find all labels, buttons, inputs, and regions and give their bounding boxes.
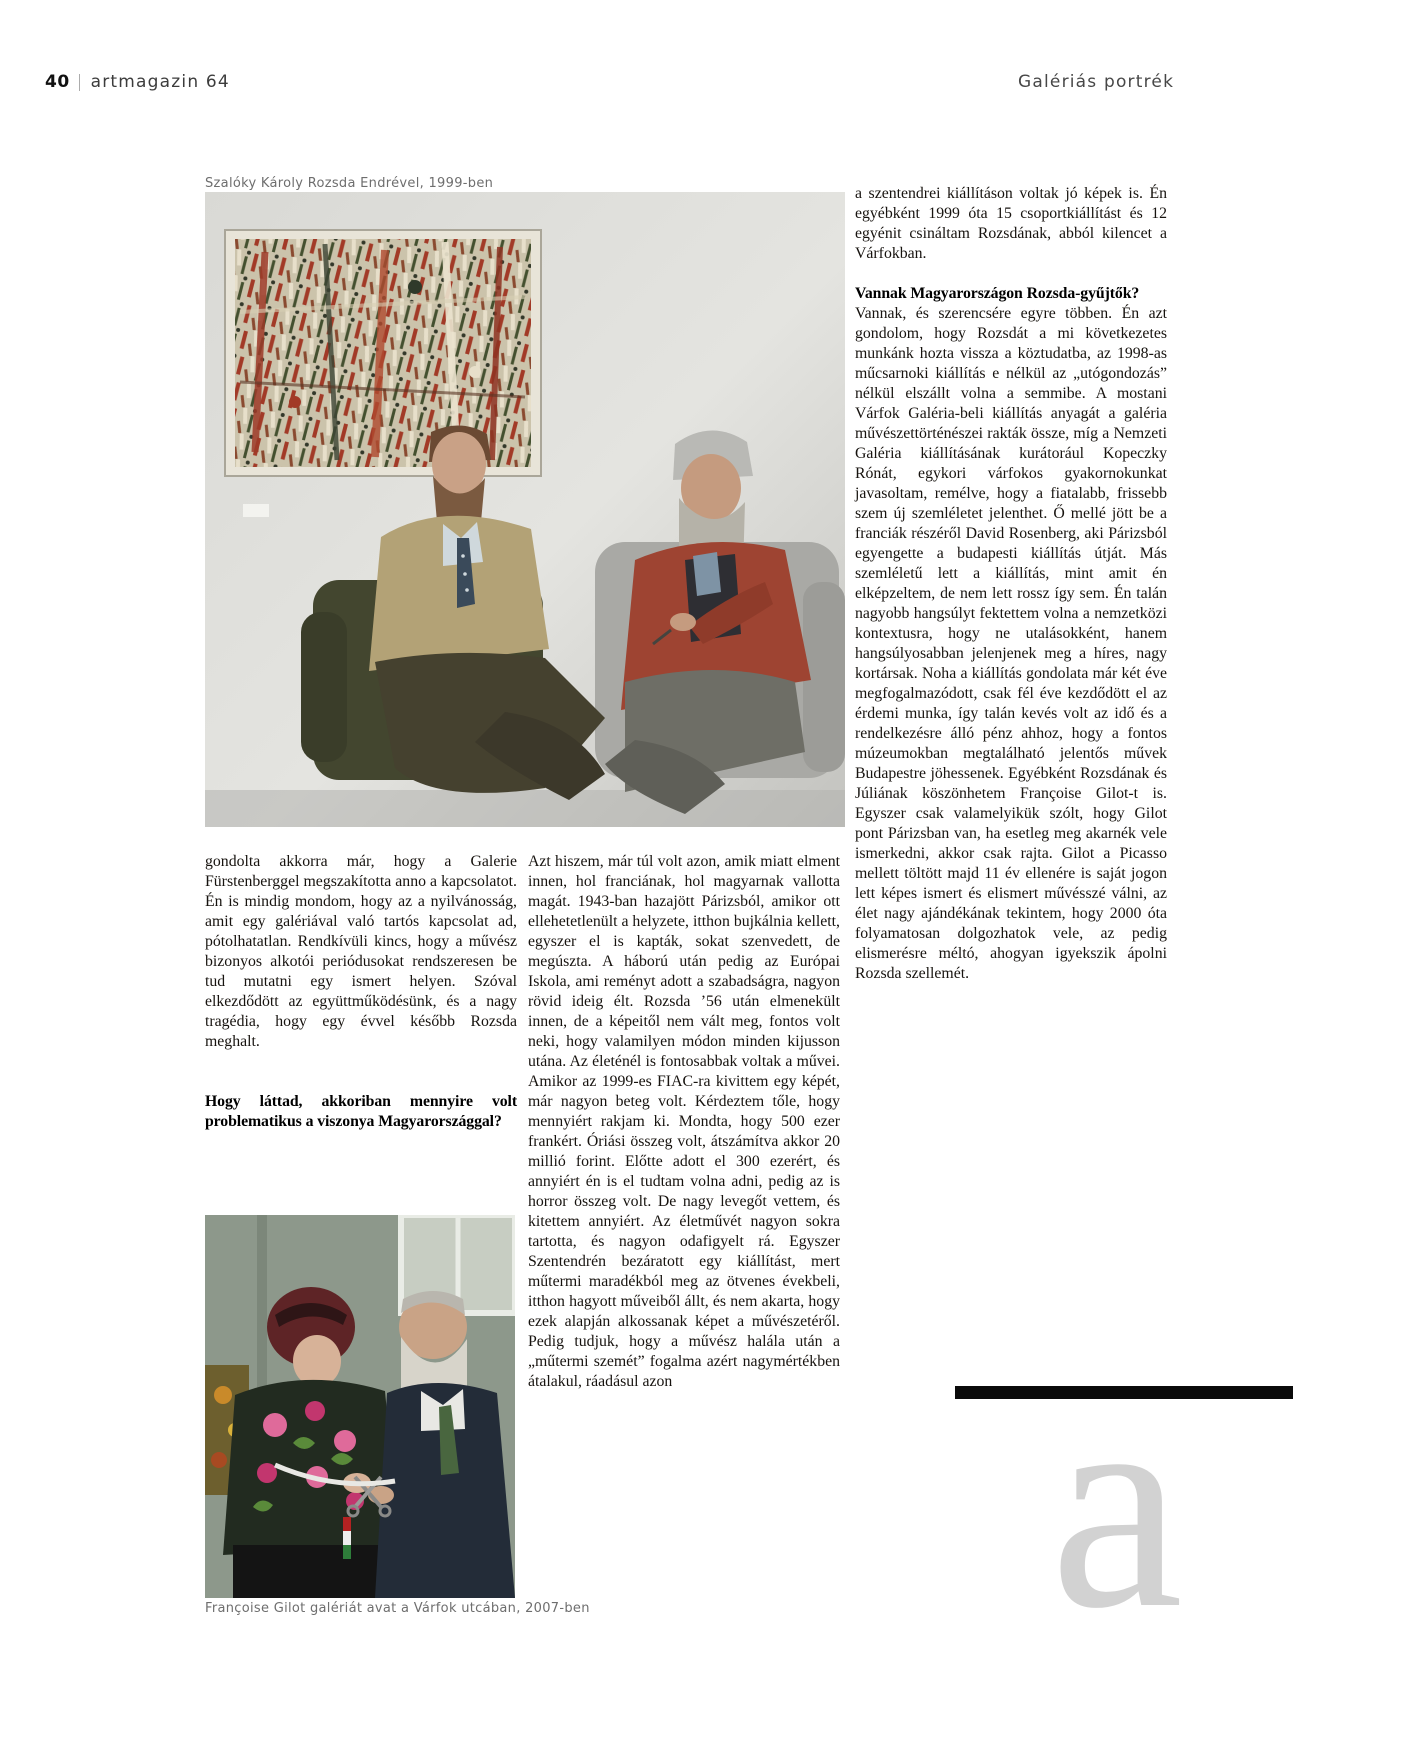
magazine-title: artmagazin 64 bbox=[90, 72, 230, 92]
column-middle bbox=[528, 852, 840, 1392]
photo1-wall-label bbox=[243, 504, 269, 517]
middle-para1: Azt hiszem, már túl volt azon, amik miatt elment innen, hol franciának, hol magyarnak vallotta magát. 1943-ban hazajött Párizsból, amikor ott ellehetetlenült a helyzete, itthon bujkálnia kellett, egyszer el is kapták, sokat szenvedett, de megúszta. A háború után pedig az Európai Iskola, ami reményt adott a szabadságra, nagyon rövid ideig élt. Rozsda ’56 után elmenekült innen, de a képeitől nem vált meg, fontos volt neki, hogy valamilyen módon minden kijusson utána. Az életénél is fontosabbak voltak a művei. Amikor az 1999-es FIAC-ra kivittem egy képét, már nagyon beteg volt. Kérdeztem tőle, hogy mennyiért rakjam ki. Mondta, hogy 500 ezer frankért. Óriási összeg volt, átszámítva akkor 20 millió forint. Előtte adott el 300 ezerért, és annyiért én is el tudtam volna adni, pedig az is horror összeg volt. De nagy levegőt vettem, és kitettem annyiért. Az életművét nagyon sokra tartotta, és nagyon odafigyelt rá. Egyszer Szentendrén bezáratott egy kiállítást, mert műtermi maradékból meg az ötvenes évekbeli, itthon hagyott műveiből állt, és nem akarta, hogy ezek alapján alkossanak képet a művészetéről. Pedig tudjuk, hogy a művész halála után a „műtermi szemét” fogalma azért nagymértékben átalakul, ráadásul azon bbox=[528, 853, 840, 1390]
photo1-abstract-painting bbox=[225, 230, 541, 476]
right-para2: Vannak, és szerencsére egyre többen. Én azt gondolom, hogy Rozsdát a mi következetes munkánk hozta vissza a köztudatba, az 1998-as műcsarnoki kiállítás e nélkül az „utógondozás” nélkül elszállt volna a semmibe. A mostani Várfok Galéria-beli kiállítás anyagát a galéria művészettörténészei rakták össze, míg a Nemzeti Galéria kiállításának kurátorául Kopeczky Rónát, egykori várfokos gyakornokunkat javasoltam, remélve, hogy a fiatalabb, frissebb szem új szemléletet jelenthet. Ő mellé jött be a franciák részéről David Rosenberg, aki Párizsból egyengette a budapesti kiállítás útját. Más szemléletű lett a kiállítás, mint amit én elképzeltem, de nem lett rossz így sem. Én talán nagyobb hangsúlyt fektettem volna a nemzetközi kontextusra, hogy ne utalásokként, hanem hangsúlyosabban jelenjenek meg a híres, nagy kortársak. Noha a kiállítás gondolata már két éve megfogalmazódott, csak fél éve kezdődött el az érdemi munka, így talán kevés volt az idő és a rendelkezésre álló pénz ahhoz, hogy a fontos múzeumokban megtalálható jelentős művek Budapestre jöhessenek. Egyébként Rozsdának és Júliának köszönhetem Françoise Gilot-t is. Egyszer csak valamelyikük szólt, hogy Gilot pont Párizsban van, ha esetleg meg akarnék vele ismerkedni, akkor csak rajta. Gilot a Picasso mellett töltött majd 11 év ellenére is saját jogon lett képes ismert és elismert művésszé válni, az élet nagy ajándékának tekintem, hogy 2000 óta folyamatosan dolgozhatok vele, az pedig elismerésre méltó, ahogyan igyekszik ápolni Rozsda szellemét. bbox=[855, 305, 1167, 982]
header-separator: | bbox=[76, 72, 84, 92]
photo-szaloky-rozsda bbox=[205, 192, 845, 827]
section-title: Galériás portrék bbox=[1018, 72, 1175, 92]
column-left bbox=[205, 852, 517, 1132]
watermark-glyph: a bbox=[1050, 1338, 1184, 1630]
photo2-caption: Françoise Gilot galériát avat a Várfok utcában, 2007-ben bbox=[205, 1601, 590, 1616]
page-number: 40 bbox=[45, 72, 70, 92]
page-header-left bbox=[45, 72, 230, 92]
photo1-caption: Szalóky Károly Rozsda Endrével, 1999-ben bbox=[205, 176, 494, 191]
left-para1: gondolta akkorra már, hogy a Galerie Fürstenberggel megszakította anno a kapcsolatot. Én is mindig mondom, hogy az a nyilvánosság, amit egy galériával való tartós kapcsolat ad, pótolhatatlan. Rendkívüli kincs, hogy a művész bizonyos alkotói periódusokat rendszeresen be tud mutatni egy ismert helyen. Szóval elkezdődött az együttműködésünk, és a nagy tragédia, hogy egy évvel később Rozsda meghalt. bbox=[205, 853, 517, 1050]
watermark-letter-a bbox=[950, 1330, 1310, 1630]
right-question: Vannak Magyarországon Rozsda-gyűjtők? bbox=[855, 285, 1140, 302]
column-right bbox=[855, 184, 1167, 984]
left-question: Hogy láttad, akkoriban mennyire volt problematikus a viszonya Magyarországgal? bbox=[205, 1093, 517, 1130]
right-para1: a szentendrei kiállításon voltak jó képek is. Én egyébként 1999 óta 15 csoportkiállítást és 12 egyénit csináltam Rozsdának, abból kilencet a Várfokban. bbox=[855, 185, 1167, 262]
photo-gilot-ribbon bbox=[205, 1215, 515, 1598]
